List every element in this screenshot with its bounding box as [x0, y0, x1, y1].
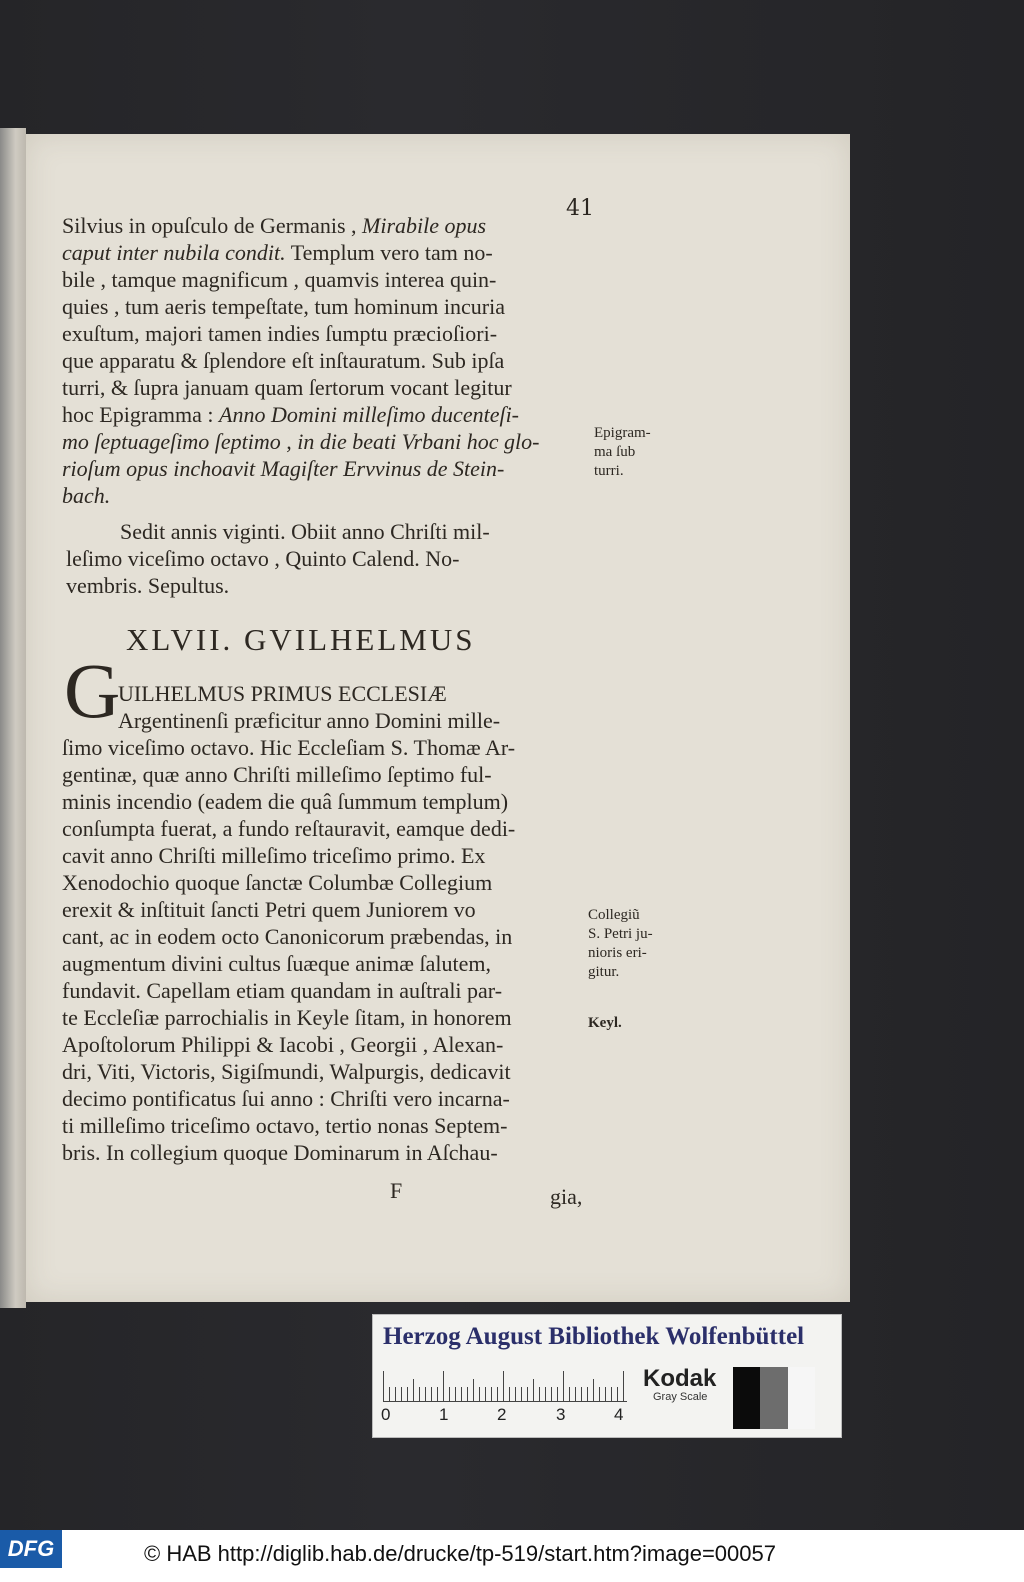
ruler-tick: [587, 1387, 588, 1401]
gray-scale-swatches: [733, 1367, 815, 1429]
swatch-black: [733, 1367, 760, 1429]
text-line: cant, ac in eodem octo Canonicorum præbendas, in: [62, 924, 513, 949]
kodak-subtitle: Gray Scale: [653, 1391, 708, 1403]
ruler-tick: [389, 1387, 390, 1401]
text-line: decimo pontificatus ſui anno : Chriſti vero incarna-: [62, 1086, 510, 1111]
text-line: conſumpta fuerat, a fundo reſtauravit, eamque dedi-: [62, 816, 516, 841]
text-line: exuſtum, majori tamen indies ſumptu præcioſiori-: [62, 321, 498, 346]
ruler-tick: [623, 1371, 624, 1401]
kodak-brand: Kodak: [643, 1365, 717, 1392]
ruler-tick: [533, 1379, 534, 1401]
ruler-tick: [467, 1387, 468, 1401]
ruler-tick: [413, 1379, 414, 1401]
text-line: Xenodochio quoque ſanctæ Columbæ Collegium: [62, 870, 493, 895]
ruler-tick: [575, 1387, 576, 1401]
ruler-tick: [551, 1387, 552, 1401]
text-line: mo ſeptuageſimo ſeptimo , in die beati Vrbani hoc glo-: [62, 429, 540, 454]
text-line: dri, Viti, Victoris, Sigiſmundi, Walpurgis, dedicavit: [62, 1059, 511, 1084]
ruler-tick: [455, 1387, 456, 1401]
ruler-tick: [443, 1371, 444, 1401]
paragraph-3: [62, 680, 602, 1166]
text-line: gentinæ, quæ anno Chriſti milleſimo ſeptimo ful-: [62, 762, 492, 787]
swatch-gray: [760, 1367, 787, 1429]
text-line: cavit anno Chriſti milleſimo triceſimo primo. Ex: [62, 843, 486, 868]
ruler-tick: [545, 1387, 546, 1401]
catchword: gia,: [550, 1184, 583, 1209]
text-line: leſimo viceſimo octavo , Quinto Calend. No-: [66, 546, 460, 571]
text-line: hoc Epigramma : Anno Domini milleſimo ducenteſi-: [62, 402, 520, 427]
ruler-tick: [605, 1387, 606, 1401]
ruler-tick: [539, 1387, 540, 1401]
ruler-tick: [485, 1387, 486, 1401]
measurement-ruler: [383, 1367, 627, 1402]
marginal-note-collegium: Collegiũ S. Petri ju- nioris eri- gitur.: [588, 907, 653, 980]
text-line: bris. In collegium quoque Dominarum in Aſchau-: [62, 1140, 498, 1165]
text-line: minis incendio (eadem die quâ ſummum templum): [62, 789, 509, 814]
ruler-tick: [509, 1387, 510, 1401]
ruler-tick: [407, 1387, 408, 1401]
chapter-heading: XLVII. GVILHELMUS: [126, 622, 476, 657]
text-line: vembris. Sepultus.: [66, 573, 230, 598]
ruler-tick: [569, 1387, 570, 1401]
text-line: ti milleſimo triceſimo octavo, tertio nonas Septem-: [62, 1113, 508, 1138]
drop-cap: G: [64, 647, 121, 734]
ruler-tick: [527, 1387, 528, 1401]
ruler-label: 4: [614, 1405, 624, 1424]
text-line: que apparatu & ſplendore eſt inſtauratum. Sub ipſa: [62, 348, 505, 373]
source-credit: © HAB http://diglib.hab.de/drucke/tp-519/start.htm?image=00057: [144, 1541, 776, 1566]
ruler-tick: [425, 1387, 426, 1401]
text-line: turri, & ſupra januam quam ſertorum vocant legitur: [62, 375, 512, 400]
ruler-tick: [503, 1371, 504, 1401]
ruler-tick: [521, 1387, 522, 1401]
marginal-note-keyl: Keyl.: [588, 1015, 622, 1031]
ruler-label: 3: [556, 1405, 566, 1424]
ruler-tick: [581, 1387, 582, 1401]
text-line: Apoſtolorum Philippi & Iacobi , Georgii , Alexan-: [62, 1032, 504, 1057]
text-line: augmentum divini cultus ſuæque animæ ſalutem,: [62, 951, 491, 976]
ruler-tick: [473, 1379, 474, 1401]
text-line: Argentinenſi præficitur anno Domini mille-: [118, 708, 501, 733]
ruler-tick: [383, 1371, 384, 1401]
paragraph-2: [66, 518, 606, 599]
text-line: rioſum opus inchoavit Magiſter Ervvinus de Stein-: [62, 456, 505, 481]
paragraph-1: [62, 212, 602, 509]
ruler-tick: [599, 1387, 600, 1401]
viewer-footer: [0, 1530, 1024, 1582]
kodak-label: [643, 1367, 716, 1403]
ruler-label: 1: [439, 1405, 449, 1424]
ruler-label: 2: [497, 1405, 507, 1424]
ruler-tick: [401, 1387, 402, 1401]
text-line: te Eccleſiæ parrochialis in Keyle ſitam, in honorem: [62, 1005, 512, 1030]
marginal-note-epigram: Epigram- ma ſub turri.: [594, 425, 651, 479]
ruler-tick: [557, 1387, 558, 1401]
text-line: caput inter nubila condit. Templum vero tam no-: [62, 240, 493, 265]
facing-page-edge: [0, 128, 26, 1308]
ruler-tick: [563, 1371, 564, 1401]
ruler-tick: [497, 1387, 498, 1401]
library-name: Herzog August Bibliothek Wolfenbüttel: [383, 1323, 805, 1350]
text-line: UILHELMUS PRIMUS ECCLESIÆ: [118, 681, 447, 706]
swatch-white: [788, 1367, 815, 1429]
dfg-logo: DFG: [0, 1530, 62, 1568]
text-line: Silvius in opuſculo de Germanis , Mirabile opus: [62, 213, 487, 238]
ruler-tick: [491, 1387, 492, 1401]
ruler-tick: [479, 1387, 480, 1401]
ruler-tick: [593, 1379, 594, 1401]
color-reference-card: [372, 1314, 842, 1438]
ruler-tick: [515, 1387, 516, 1401]
page-number: 41: [566, 196, 594, 221]
ruler-tick: [419, 1387, 420, 1401]
ruler-tick: [611, 1387, 612, 1401]
text-line: fundavit. Capellam etiam quandam in auſtrali par-: [62, 978, 503, 1003]
text-line: quies , tum aeris tempeſtate, tum hominum incuria: [62, 294, 505, 319]
ruler-tick: [437, 1387, 438, 1401]
text-line: bach.: [62, 483, 111, 508]
text-line: bile , tamque magnificum , quamvis interea quin-: [62, 267, 497, 292]
ruler-tick: [449, 1387, 450, 1401]
ruler-tick: [461, 1387, 462, 1401]
text-line: erexit & inſtituit ſancti Petri quem Juniorem vo: [62, 897, 476, 922]
ruler-tick: [395, 1387, 396, 1401]
ruler-label: 0: [381, 1405, 391, 1424]
ruler-tick: [431, 1387, 432, 1401]
signature-mark: F: [390, 1178, 403, 1203]
text-line: Sedit annis viginti. Obiit anno Chriſti mil-: [120, 519, 490, 544]
ruler-tick: [617, 1387, 618, 1401]
text-line: ſimo viceſimo octavo. Hic Eccleſiam S. Thomæ Ar-: [62, 735, 516, 760]
